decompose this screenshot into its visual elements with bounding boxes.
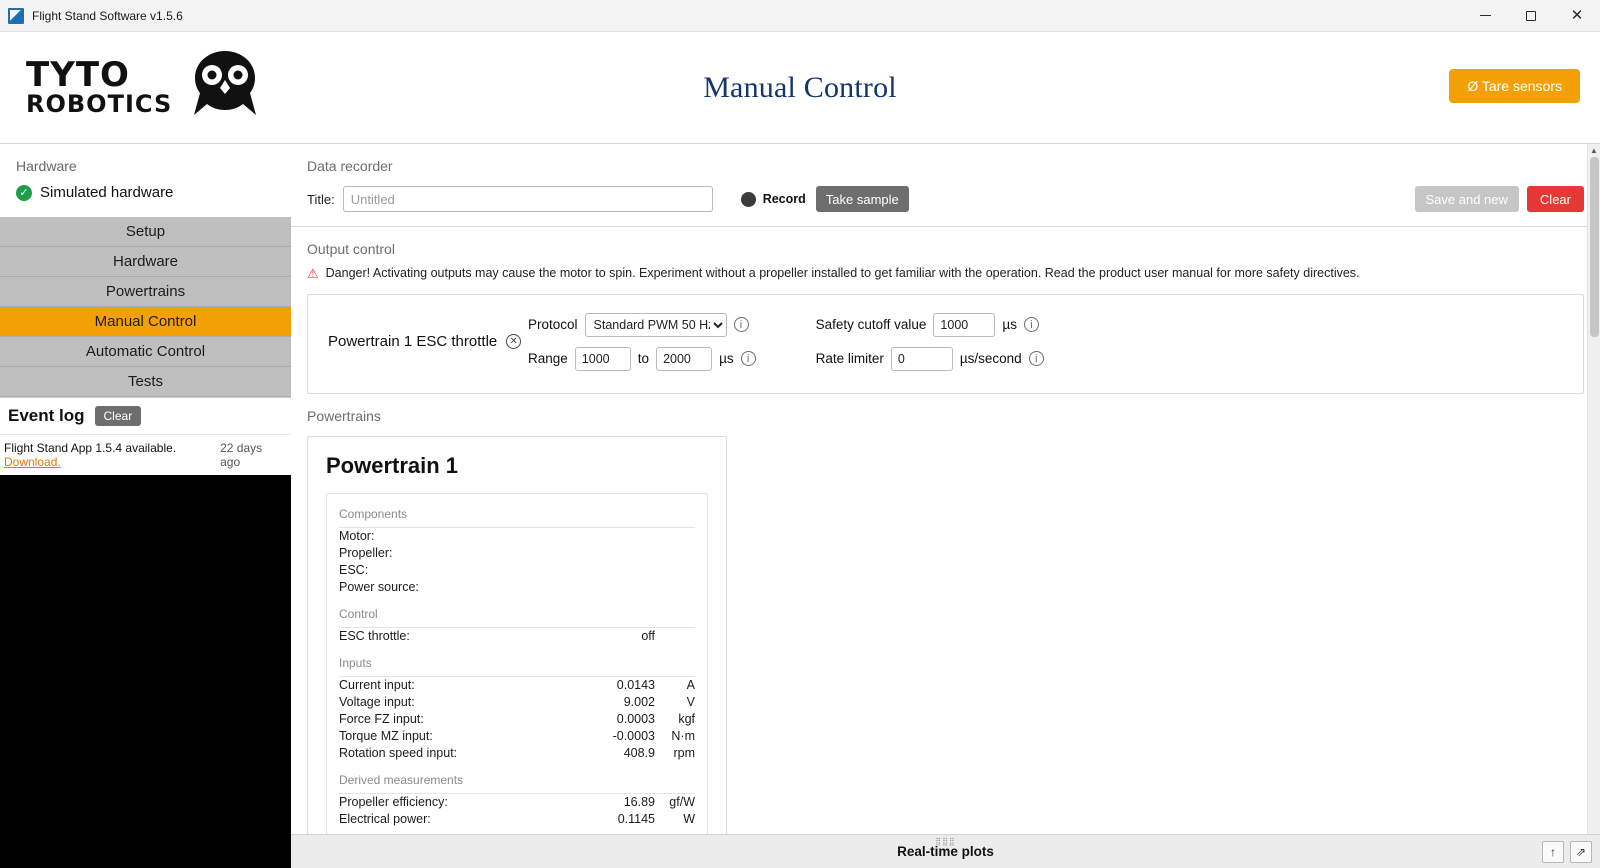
- tare-sensors-button[interactable]: Ø Tare sensors: [1449, 69, 1580, 103]
- detail-key: Rotation speed input:: [339, 746, 458, 761]
- window-controls: [1462, 0, 1600, 32]
- esc-throttle-row-label: [328, 333, 528, 350]
- detail-value: 16.89: [623, 795, 655, 810]
- detail-row: [339, 811, 695, 828]
- event-log-entry: [0, 434, 291, 475]
- detail-key: Electrical power:: [339, 812, 431, 827]
- detail-key: Force FZ input:: [339, 712, 424, 727]
- app-header: [0, 32, 1600, 144]
- detail-row: [339, 545, 695, 562]
- detail-unit: A: [686, 678, 695, 693]
- protocol-row: [528, 313, 756, 337]
- detail-row: [339, 579, 695, 596]
- detail-key: Motor:: [339, 529, 375, 544]
- detail-key: ESC:: [339, 563, 369, 578]
- record-indicator-icon: [741, 192, 756, 207]
- scrollbar-thumb[interactable]: [1590, 157, 1599, 337]
- detail-row: [339, 728, 695, 745]
- detail-unit: gf/W: [669, 795, 695, 810]
- hardware-status-label: Simulated hardware: [40, 184, 174, 201]
- detail-key: Torque MZ input:: [339, 729, 433, 744]
- data-recorder-controls: [307, 186, 1584, 212]
- recording-title-input[interactable]: [343, 186, 713, 212]
- powertrains-section: [291, 394, 1600, 834]
- detail-row: [339, 745, 695, 762]
- detail-row: [339, 677, 695, 694]
- sidebar-item-tests[interactable]: Tests: [0, 367, 291, 397]
- powertrain-details: [326, 493, 708, 834]
- sidebar-item-automatic-control[interactable]: Automatic Control: [0, 337, 291, 367]
- detail-value: 408.9: [623, 746, 655, 761]
- detail-row: [339, 794, 695, 811]
- popout-plots-button[interactable]: ⇗: [1570, 841, 1592, 863]
- esc-throttle-row: [328, 313, 1563, 371]
- sidebar-item-setup[interactable]: Setup: [0, 217, 291, 247]
- group-title-control: Control: [339, 604, 695, 628]
- logo-line1: TYTO: [26, 54, 130, 95]
- event-log-title: Event log: [8, 406, 85, 425]
- sidebar: [0, 144, 291, 868]
- main-vertical-scrollbar[interactable]: [1587, 144, 1600, 834]
- minimize-icon: [1480, 15, 1491, 16]
- hardware-label: Hardware: [16, 158, 77, 174]
- detail-unit: V: [686, 695, 695, 710]
- safety-cutoff-label: Safety cutoff value: [815, 317, 927, 333]
- event-log-message-text: Flight Stand App 1.5.4 available.: [4, 441, 177, 455]
- maximize-button[interactable]: [1508, 0, 1554, 32]
- detail-value: 9.002: [623, 695, 655, 710]
- event-log-header: [0, 397, 291, 434]
- hardware-status: [16, 184, 275, 201]
- powertrains-label: Powertrains: [307, 407, 381, 424]
- sidebar-item-powertrains[interactable]: Powertrains: [0, 277, 291, 307]
- detail-value: 0.1145: [617, 812, 655, 827]
- take-sample-button[interactable]: Take sample: [816, 186, 909, 212]
- main-content: [291, 144, 1600, 868]
- group-title-derived: Derived measurements: [339, 770, 695, 794]
- detail-key: Power source:: [339, 580, 419, 595]
- safety-cutoff-input[interactable]: [933, 313, 995, 337]
- detail-unit: N·m: [671, 729, 695, 744]
- x-circle-icon[interactable]: ✕: [506, 334, 521, 349]
- range-to-label: to: [637, 351, 650, 367]
- event-log-message: [4, 441, 220, 469]
- warning-text: Danger! Activating outputs may cause the motor to spin. Experiment without a propeller installed to get familiar with the operation. Read the product user manual for more safety directives.: [325, 266, 1360, 280]
- close-button[interactable]: [1554, 0, 1600, 32]
- recording-title-label: Title:: [307, 191, 335, 207]
- detail-key: Propeller efficiency:: [339, 795, 448, 810]
- sidebar-nav: [0, 217, 291, 397]
- detail-key: ESC throttle:: [339, 629, 410, 644]
- detail-value: off: [641, 629, 655, 644]
- rate-limiter-input[interactable]: [891, 347, 953, 371]
- page-title: Manual Control: [703, 70, 897, 104]
- group-title-inputs: Inputs: [339, 653, 695, 677]
- protocol-select[interactable]: [585, 313, 727, 337]
- main-scroll-area: [291, 144, 1600, 834]
- detail-row: [339, 711, 695, 728]
- sidebar-empty-area: [0, 475, 291, 868]
- group-title-components: Components: [339, 504, 695, 528]
- range-min-input[interactable]: [575, 347, 631, 371]
- safety-rate-column: [816, 313, 1044, 371]
- range-label: Range: [528, 351, 568, 367]
- group-components: [339, 528, 695, 596]
- drag-grip-icon[interactable]: ⣿⣿⣿: [935, 837, 956, 846]
- detail-row: [339, 628, 695, 645]
- clear-recording-button[interactable]: Clear: [1527, 186, 1584, 212]
- app-icon: [8, 8, 24, 24]
- warning-triangle-icon: ⚠: [307, 266, 319, 281]
- detail-value: 0.0143: [616, 678, 655, 693]
- range-unit-label: µs: [719, 351, 734, 367]
- rate-limiter-info-icon[interactable]: i: [1029, 351, 1044, 366]
- rate-limiter-row: [816, 347, 1044, 371]
- group-derived: [339, 794, 695, 828]
- protocol-label: Protocol: [528, 317, 578, 333]
- detail-row: [339, 562, 695, 579]
- data-recorder-label: Data recorder: [307, 158, 393, 174]
- real-time-plots-bar[interactable]: [291, 834, 1600, 868]
- detail-value: 0.0003: [616, 712, 655, 727]
- detail-unit: W: [683, 812, 695, 827]
- detail-row: [339, 694, 695, 711]
- range-info-icon[interactable]: i: [741, 351, 756, 366]
- output-control-warning: [307, 266, 1584, 282]
- output-control-section: [291, 227, 1600, 394]
- detail-unit: kgf: [678, 712, 695, 727]
- sidebar-item-manual-control[interactable]: Manual Control: [0, 307, 291, 337]
- window-title: Flight Stand Software v1.5.6: [32, 8, 183, 23]
- group-spacer: [339, 596, 695, 604]
- detail-value: -0.0003: [612, 729, 655, 744]
- rate-limiter-unit: µs/second: [959, 351, 1022, 367]
- safety-cutoff-unit: µs: [1002, 317, 1017, 333]
- logo-line2: ROBOTICS: [26, 90, 173, 119]
- window-title-bar: [0, 0, 1600, 32]
- detail-key: Voltage input:: [339, 695, 415, 710]
- close-icon: ✕: [1570, 6, 1584, 24]
- range-max-input[interactable]: [656, 347, 712, 371]
- rate-limiter-label: Rate limiter: [815, 351, 884, 367]
- group-inputs: [339, 677, 695, 762]
- scroll-up-button[interactable]: ▲: [1590, 146, 1598, 155]
- protocol-info-icon[interactable]: i: [734, 317, 749, 332]
- safety-cutoff-info-icon[interactable]: i: [1024, 317, 1039, 332]
- range-row: [528, 347, 756, 371]
- powertrain-card-title: Powertrain 1: [326, 452, 459, 478]
- sidebar-item-hardware[interactable]: Hardware: [0, 247, 291, 277]
- group-spacer: [339, 762, 695, 770]
- record-label: Record: [762, 192, 806, 206]
- real-time-plots-buttons: [1542, 841, 1592, 863]
- output-control-label: Output control: [307, 241, 395, 257]
- protocol-range-column: [528, 313, 756, 371]
- output-control-panel: [307, 294, 1584, 394]
- hardware-status-block: [0, 144, 291, 217]
- event-log-clear-button[interactable]: Clear: [95, 406, 142, 426]
- detail-unit: rpm: [673, 746, 695, 761]
- app-body: [0, 144, 1600, 868]
- recorder-action-buttons: [1415, 186, 1584, 212]
- event-log-download-link[interactable]: Download.: [4, 455, 61, 469]
- group-spacer: [339, 645, 695, 653]
- group-control: [339, 628, 695, 645]
- data-recorder-section: [291, 144, 1600, 227]
- esc-throttle-label-text: Powertrain 1 ESC throttle: [328, 333, 498, 351]
- maximize-icon: [1526, 11, 1536, 21]
- detail-key: Propeller:: [339, 546, 393, 561]
- real-time-plots-label: Real-time plots: [897, 844, 994, 859]
- detail-row: [339, 528, 695, 545]
- powertrain-card: [307, 436, 727, 834]
- check-circle-icon: ✓: [16, 185, 32, 201]
- detail-key: Current input:: [339, 678, 415, 693]
- event-log-time: 22 days ago: [220, 441, 263, 469]
- minimize-button[interactable]: [1462, 0, 1508, 32]
- save-and-new-button[interactable]: Save and new: [1415, 186, 1519, 212]
- safety-cutoff-row: [816, 313, 1044, 337]
- expand-plots-button[interactable]: ↑: [1542, 841, 1564, 863]
